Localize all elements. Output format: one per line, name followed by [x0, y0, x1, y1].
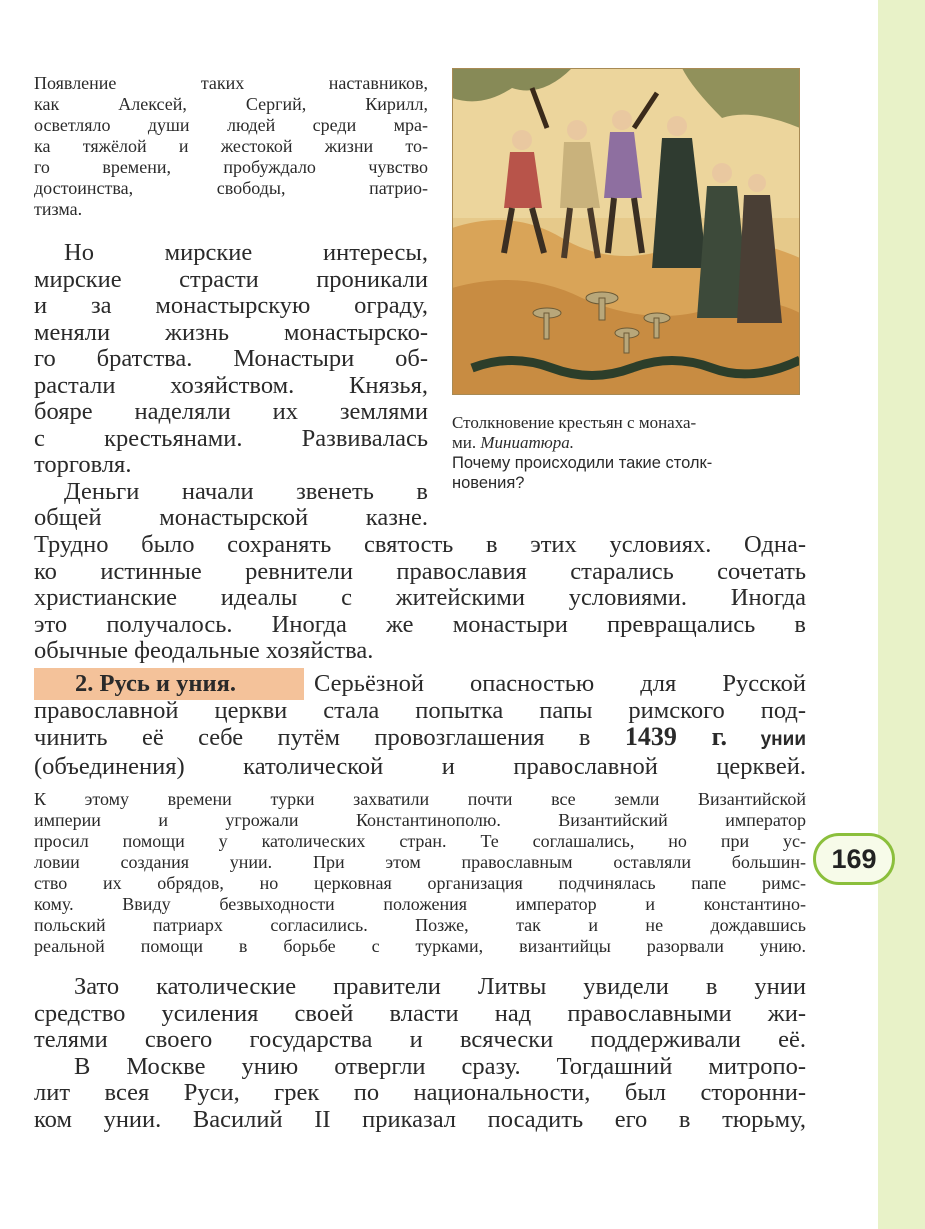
text-line: просил помощи у католических стран. Те соглашались, но при ус-	[34, 831, 806, 851]
text-line: ство их обрядов, но церковная организация подчинялась папе римс-	[34, 873, 806, 893]
text-line: обычные феодальные хозяйства.	[34, 637, 374, 664]
page-number: 169	[813, 833, 895, 885]
text-line: торговля.	[34, 451, 132, 478]
text-line: Деньги начали звенеть в	[64, 477, 428, 505]
year-1439: 1439 г.	[624, 722, 728, 751]
text-line: растали хозяйством. Князья,	[34, 371, 428, 399]
figure-caption	[452, 413, 812, 493]
text-line: средство усиления своей власти над православными жи-	[34, 999, 806, 1027]
text-line: меняли жизнь монастырско-	[34, 318, 428, 346]
section-heading: 2. Русь и уния.	[75, 670, 237, 697]
text-line: достоинства, свободы, патрио-	[34, 178, 428, 198]
text-line: (объединения) католической и православной церквей.	[34, 752, 806, 780]
text-line: кому. Ввиду безвыходности положения император и константино-	[34, 894, 806, 914]
caption-question	[452, 453, 812, 493]
text-line: это получалось. Иногда же монастыри превращались в	[34, 610, 806, 638]
caption-line: новения?	[452, 474, 525, 492]
text-line: В Москве унию отвергли сразу. Тогдашний митропо-	[74, 1052, 806, 1080]
text-line: реальной помощи в борьбе с турками, византийцы разорвали унию.	[34, 936, 806, 956]
sanctity-paragraph	[34, 532, 806, 665]
lithuania-moscow-paragraph	[34, 974, 806, 1133]
text-line: го братства. Монастыри об-	[34, 345, 428, 372]
text-line: Зато католические правители Литвы увидели в унии	[74, 973, 806, 1000]
text-line: ком унии. Василий II приказал посадить его в тюрьму,	[34, 1105, 806, 1133]
caption-title	[452, 413, 812, 453]
text-line: как Алексей, Сергий, Кирилл,	[34, 94, 428, 114]
page-margin-strip	[878, 0, 925, 1229]
text-line: ка тяжёлой и жестокой жизни то-	[34, 136, 428, 156]
caption-line: Столкновение крестьян с монаха-	[452, 413, 697, 432]
text-line: го времени, пробуждало чувство	[34, 157, 428, 177]
text-line: Серьёзной опасностью для Русской	[314, 670, 806, 697]
text-line: телями своего государства и всячески поддерживали её.	[34, 1026, 806, 1053]
text-line	[34, 724, 806, 754]
caption-italic: Миниатюра.	[480, 433, 574, 452]
text-line: империи и угрожали Константинополю. Византийский император	[34, 810, 806, 830]
text-line: польский патриарх согласились. Позже, так и не дождавшись	[34, 915, 806, 935]
text-line: с крестьянами. Развивалась	[34, 424, 428, 452]
intro-paragraph	[34, 73, 428, 220]
text-line: общей монастырской казне.	[34, 504, 428, 531]
text-segment: чинить её себе путём провозглашения в	[34, 724, 625, 751]
caption-line	[452, 433, 812, 453]
text-line: бояре наделяли их землями	[34, 398, 428, 425]
caption-text: ми.	[452, 433, 481, 452]
text-line: православной церкви стала попытка папы римского под-	[34, 696, 806, 724]
miniature-illustration	[452, 68, 800, 395]
text-line: и за монастырскую ограду,	[34, 292, 428, 319]
text-line: тизма.	[34, 199, 83, 219]
text-line: лит всея Руси, грек по национальности, был сторонни-	[34, 1079, 806, 1106]
text-line: Появление таких наставников,	[34, 73, 428, 93]
text-line: мирские страсти проникали	[34, 265, 428, 293]
section-2-paragraph	[34, 671, 806, 780]
text-line: христианские идеалы с житейскими условиями. Иногда	[34, 584, 806, 611]
worldly-interests-paragraph	[34, 240, 428, 532]
text-line: ловии создания унии. При этом православным оставляли большин-	[34, 852, 806, 872]
text-line: Трудно было сохранять святость в этих условиях. Одна-	[34, 531, 806, 558]
caption-line: Почему происходили такие столк-	[452, 454, 713, 472]
term-union: унии	[727, 729, 806, 750]
text-line: ко истинные ревнители православия старались сочетать	[34, 557, 806, 585]
text-line: осветляло души людей среди мра-	[34, 115, 428, 135]
byzantium-note	[34, 789, 806, 957]
text-line: К этому времени турки захватили почти все земли Византийской	[34, 789, 806, 809]
text-line: Но мирские интересы,	[64, 239, 428, 266]
